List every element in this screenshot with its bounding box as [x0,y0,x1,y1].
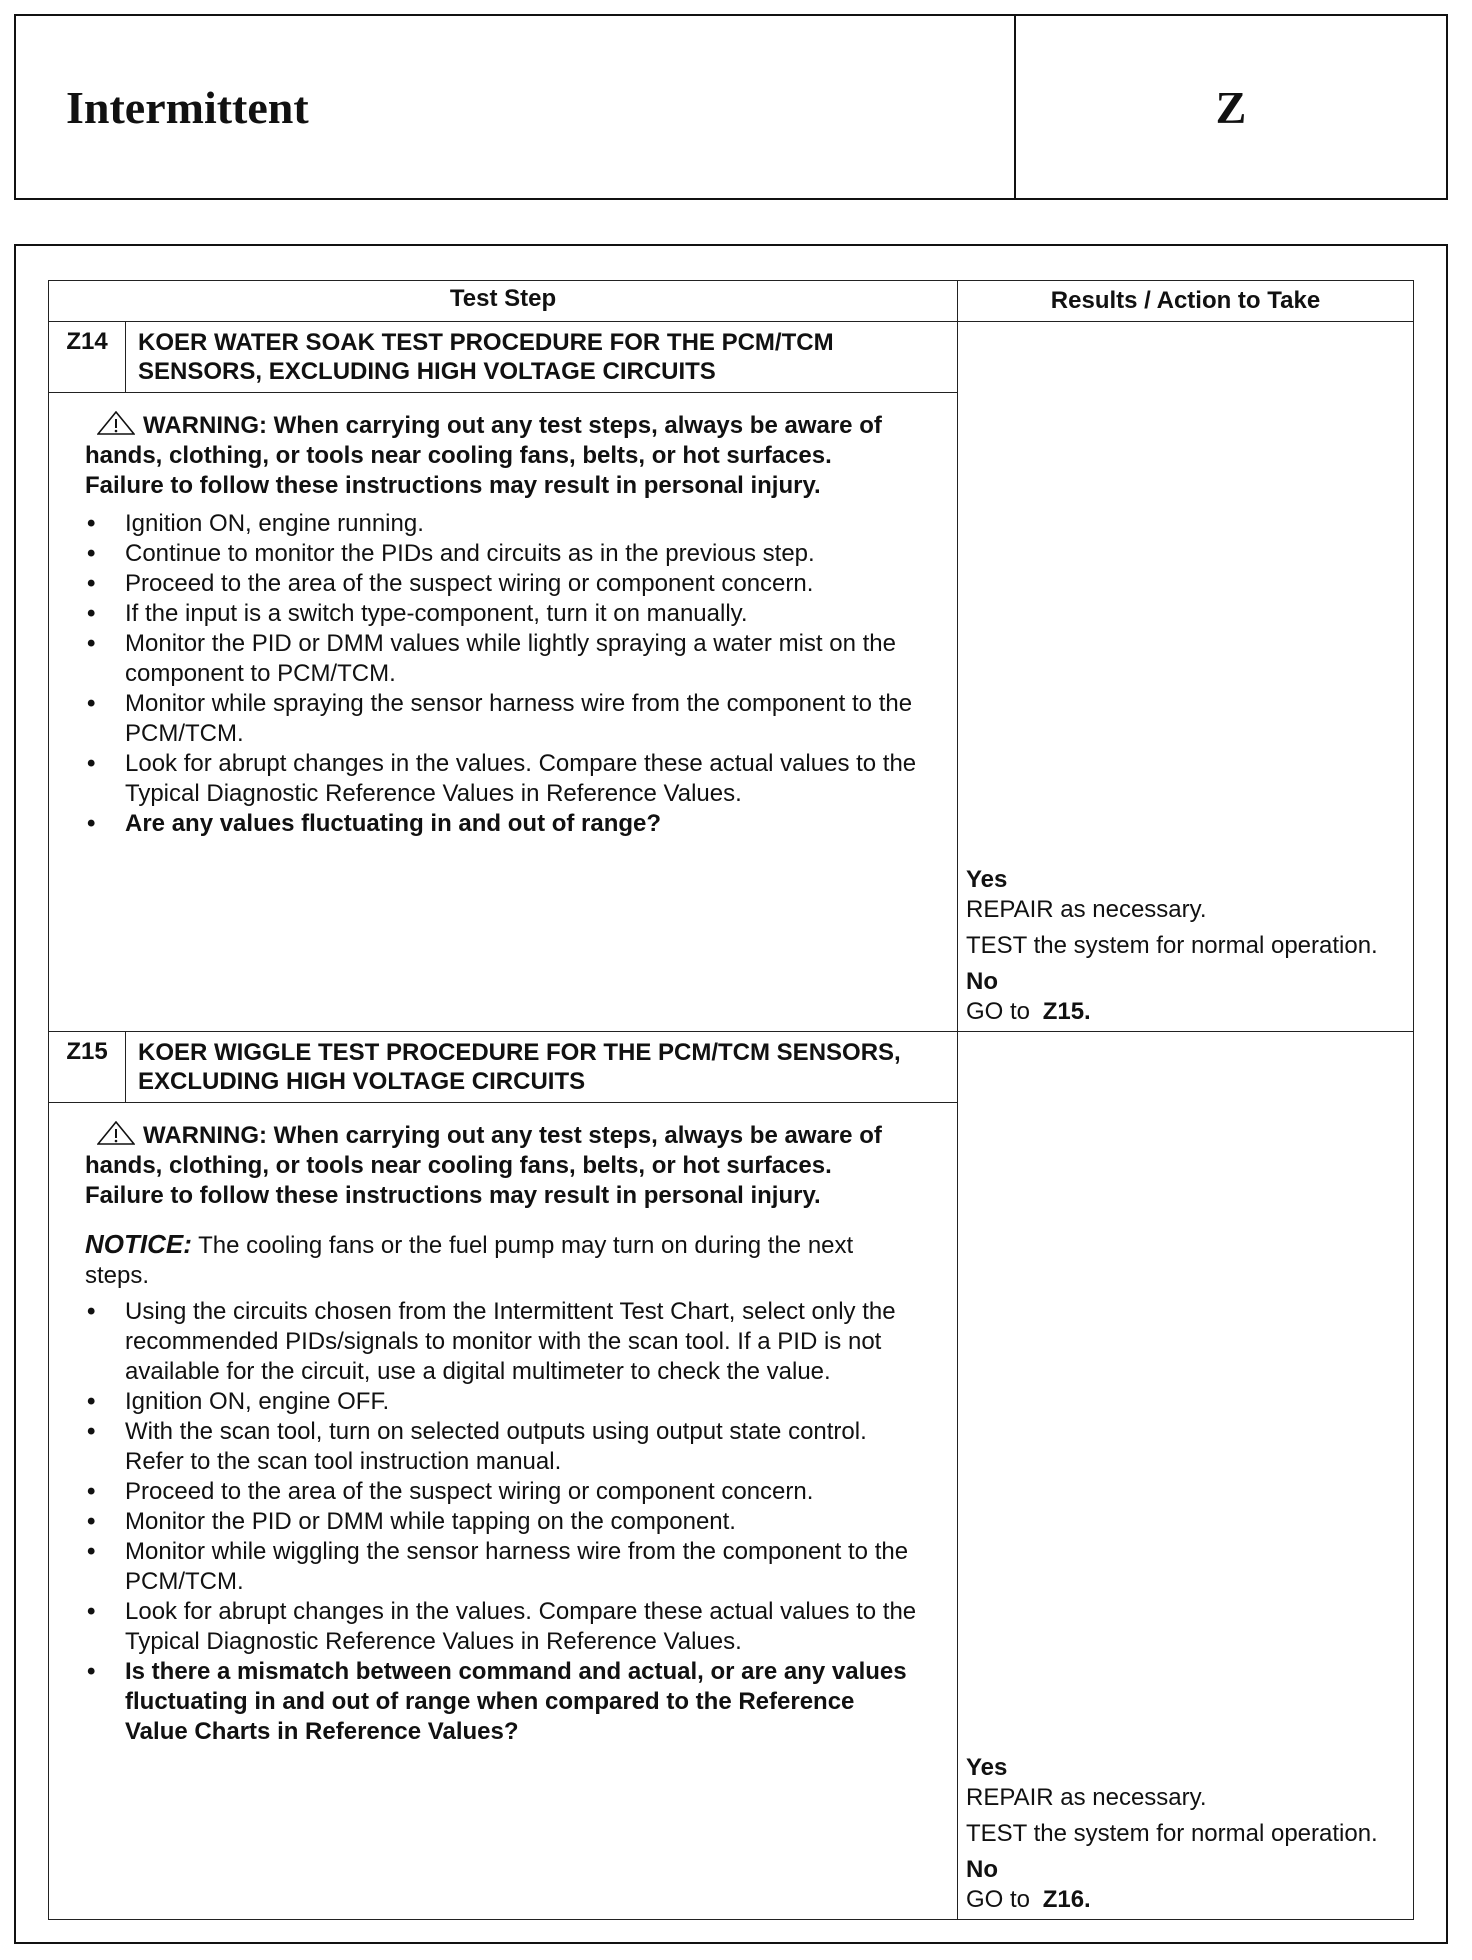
result-cell-z14 [958,322,1414,1032]
instruction-list [85,1297,917,1747]
notice-label: NOTICE: [85,1229,192,1259]
list-item: • Look for abrupt changes in the values. Compare these actual values to the Typical Diagnostic Reference Values in Reference Values. [85,749,917,809]
list-item: • Using the circuits chosen from the Intermittent Test Chart, select only the recommended PIDs/signals to monitor with the scan tool. If a PID is not available for the circuit, use a digital multimeter to check the value. [85,1297,917,1387]
page-title: Intermittent [16,16,1016,198]
goto-prefix: GO to [966,1886,1031,1913]
no-action [966,1885,1405,1915]
no-label: No [966,968,998,995]
test-step-table [48,280,1414,1920]
notice-text: The cooling fans or the fuel pump may turn on during the next steps. [85,1232,854,1289]
yes-action: REPAIR as necessary. [966,896,1207,923]
list-item: • If the input is a switch type-component, turn it on manually. [85,599,917,629]
yes-action: REPAIR as necessary. [966,1784,1207,1811]
section-letter: Z [1215,81,1247,133]
test-step-cell-z15 [49,1032,958,1920]
list-item: • Proceed to the area of the suspect wiring or component concern. [85,1477,917,1507]
table-row [49,322,1414,1032]
yes-action: TEST the system for normal operation. [966,1820,1378,1847]
list-item: • Look for abrupt changes in the values. Compare these actual values to the Typical Diagnostic Reference Values in Reference Values. [85,1597,917,1657]
result-cell-z15 [958,1032,1414,1920]
page-header [14,14,1448,200]
warning-block [85,411,917,501]
result-actions [966,865,1405,1027]
list-item: • Monitor while wiggling the sensor harness wire from the component to the PCM/TCM. [85,1537,917,1597]
warning-triangle-icon [97,411,135,435]
yes-label: Yes [966,866,1008,893]
table-row [49,1032,1414,1920]
list-item: • With the scan tool, turn on selected outputs using output state control. Refer to the scan tool instruction manual. [85,1417,917,1477]
goto-step-link[interactable]: Z16. [1042,1886,1091,1913]
yes-action: TEST the system for normal operation. [966,932,1378,959]
no-label: No [966,1856,998,1883]
instruction-list [85,509,917,839]
warning-text: WARNING: When carrying out any test steps, always be aware of hands, clothing, or tools near cooling fans, belts, or hot surfaces. Failure to follow these instructions may result in personal injury. [85,412,882,499]
table-header-row [49,281,1414,322]
result-actions [966,1753,1405,1915]
step-title: KOER WIGGLE TEST PROCEDURE FOR THE PCM/TCM SENSORS, EXCLUDING HIGH VOLTAGE CIRCUITS [138,1039,901,1095]
step-id: Z14 [49,322,126,392]
column-header-test-step: Test Step [49,281,958,322]
list-item: • Monitor the PID or DMM while tapping on the component. [85,1507,917,1537]
list-item: • Ignition ON, engine OFF. [85,1387,917,1417]
test-step-cell-z14 [49,322,958,1032]
step-question: • Are any values fluctuating in and out of range? [85,809,917,839]
warning-triangle-icon [97,1121,135,1145]
list-item: • Proceed to the area of the suspect wiring or component concern. [85,569,917,599]
warning-block [85,1121,917,1211]
goto-step-link[interactable]: Z15. [1042,998,1091,1025]
content-frame [14,244,1448,1944]
yes-label: Yes [966,1754,1008,1781]
step-question: • Is there a mismatch between command and actual, or are any values fluctuating in and out of range when compared to the Reference Value Charts in Reference Values? [85,1657,917,1747]
step-title: KOER WATER SOAK TEST PROCEDURE FOR THE PCM/TCM SENSORS, EXCLUDING HIGH VOLTAGE CIRCUITS [138,329,834,385]
list-item: • Continue to monitor the PIDs and circuits as in the previous step. [85,539,917,569]
column-header-results: Results / Action to Take [958,281,1414,322]
list-item: • Ignition ON, engine running. [85,509,917,539]
list-item: • Monitor while spraying the sensor harness wire from the component to the PCM/TCM. [85,689,917,749]
notice-block [85,1229,917,1291]
goto-prefix: GO to [966,998,1031,1025]
step-id: Z15 [49,1032,126,1102]
list-item: • Monitor the PID or DMM values while lightly spraying a water mist on the component to PCM/TCM. [85,629,917,689]
warning-text: WARNING: When carrying out any test steps, always be aware of hands, clothing, or tools near cooling fans, belts, or hot surfaces. Failure to follow these instructions may result in personal injury. [85,1122,882,1209]
no-action [966,997,1405,1027]
